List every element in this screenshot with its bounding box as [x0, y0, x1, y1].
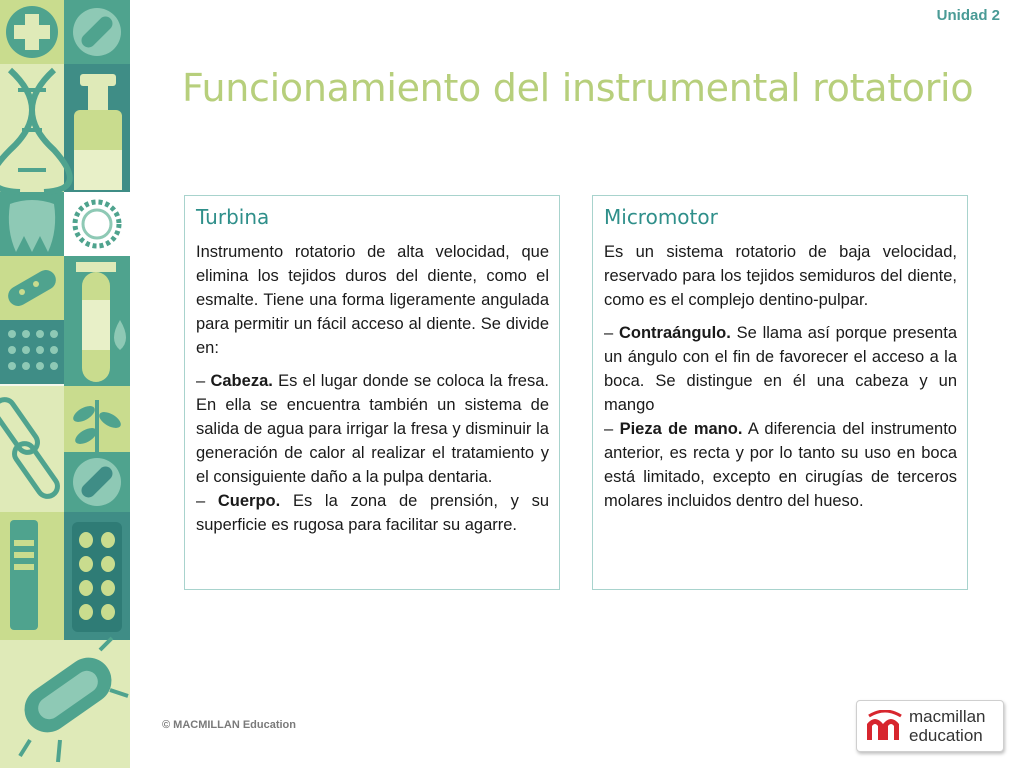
- cuerpo-term: Cuerpo.: [217, 492, 281, 510]
- logo-word-macmillan: macmillan: [909, 707, 986, 726]
- decorative-strip: [0, 0, 130, 768]
- cuerpo-text: Es la zona de prensión, y su superficie es rugosa para facilitar su agarre.: [196, 492, 549, 534]
- list-dash: –: [604, 420, 620, 438]
- turbina-title: Turbina: [196, 205, 270, 229]
- logo-word-education: education: [909, 726, 983, 745]
- decorative-pattern: [0, 0, 130, 768]
- copyright-text: © MACMILLAN Education: [162, 719, 296, 731]
- tooth-icon: [9, 200, 55, 252]
- turbina-body: [196, 240, 549, 546]
- turbina-cabeza-item: [196, 369, 549, 489]
- micromotor-body: [604, 240, 957, 522]
- cabeza-text: Es el lugar donde se coloca la fresa. En ella se encuentra también un sistema de salida de agua para irrigar la fresa y disminuir la generación de calor al realizar el tratamiento y el consiguiente daño a la pulpa dentaria.: [196, 372, 549, 486]
- pill-bottle-icon: [10, 520, 38, 630]
- virus-icon: [75, 202, 119, 246]
- list-dash: –: [196, 492, 218, 510]
- blister-pack-icon: [72, 522, 122, 632]
- unit-label: Unidad 2: [936, 7, 1000, 24]
- turbina-card: [184, 195, 560, 590]
- macmillan-logo-icon: [865, 710, 905, 742]
- contra-text: Se llama así porque presenta un ángulo con el fin de favorecer el acceso a la boca. Se distingue en él una cabeza y un mango: [604, 324, 957, 414]
- pill-bottle-icon: [73, 458, 121, 506]
- micromotor-contra-item: [604, 321, 957, 417]
- turbina-cuerpo-item: [196, 489, 549, 537]
- micromotor-title: Micromotor: [604, 205, 718, 229]
- pieza-term: Pieza de mano.: [619, 420, 743, 438]
- micromotor-pieza-item: [604, 417, 957, 513]
- page-title: Funcionamiento del instrumental rotatorio: [182, 66, 974, 110]
- list-dash: –: [604, 324, 619, 342]
- contra-term: Contraángulo.: [618, 324, 731, 342]
- pill-icon: [73, 8, 121, 56]
- pieza-text: A diferencia del instrumento anterior, es recta y por lo tanto su uso en boca está limitado, excepto en cirugías de terceros molares incluidos dentro del hueso.: [604, 420, 957, 510]
- medical-cross-icon: [6, 6, 58, 58]
- turbina-intro: Instrumento rotatorio de alta velocidad, que elimina los tejidos duros del diente, como el esmalte. Tiene una forma ligeramente angulada para permitir un fácil acceso al diente. Se divide en:: [196, 243, 549, 357]
- macmillan-logo: [856, 700, 1004, 752]
- micromotor-intro: Es un sistema rotatorio de baja velocidad, reservado para los tejidos semiduros del diente, como es el complejo dentino-pulpar.: [604, 243, 957, 309]
- cabeza-term: Cabeza.: [210, 372, 273, 390]
- micromotor-card: [592, 195, 968, 590]
- list-dash: –: [196, 372, 211, 390]
